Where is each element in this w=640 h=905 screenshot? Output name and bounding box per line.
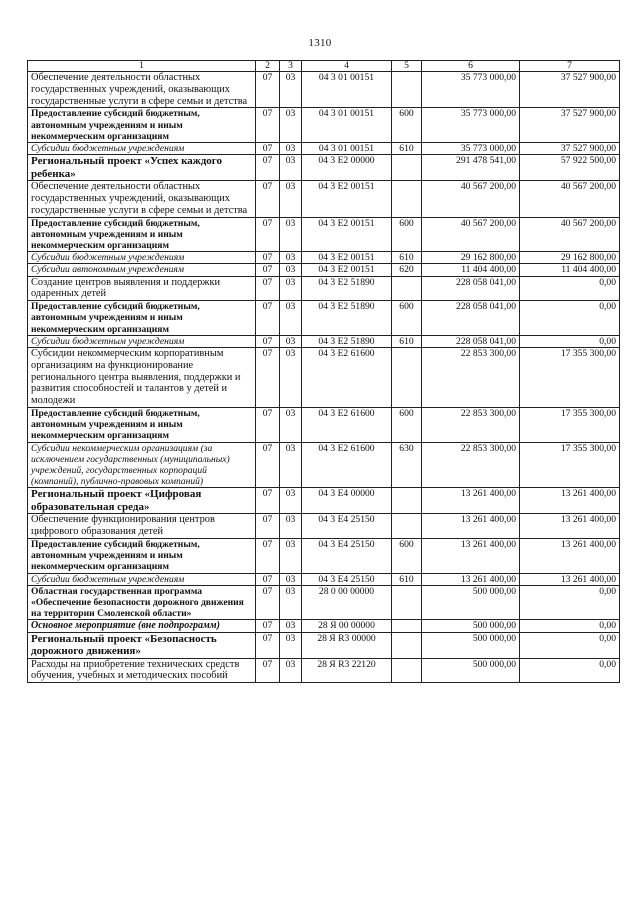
amount-year-1: 13 261 400,00 (422, 514, 520, 539)
amount-year-1: 13 261 400,00 (422, 488, 520, 514)
expense-type-code: 600 (392, 408, 422, 443)
target-article-code: 04 3 Е2 00151 (302, 252, 392, 264)
item-name: Расходы на приобретение технических средств обучения, учебных и методических пособий (28, 658, 256, 683)
expense-type-code (392, 181, 422, 217)
table-row (28, 252, 620, 264)
section-code: 07 (256, 620, 280, 632)
expense-type-code (392, 348, 422, 408)
item-name: Областная государственная программа «Обеспечение безопасности дорожного движения на территории Смоленской области» (28, 585, 256, 620)
section-code: 07 (256, 585, 280, 620)
amount-year-1: 40 567 200,00 (422, 181, 520, 217)
amount-year-1: 29 162 800,00 (422, 252, 520, 264)
target-article-code: 04 3 01 00151 (302, 143, 392, 155)
item-name: Предоставление субсидий бюджетным, автономным учреждениям и иным некоммерческим организациям (28, 217, 256, 252)
amount-year-1: 228 058 041,00 (422, 276, 520, 301)
section-code: 07 (256, 217, 280, 252)
section-code: 07 (256, 276, 280, 301)
amount-year-2: 0,00 (520, 658, 620, 683)
section-code: 07 (256, 348, 280, 408)
subsection-code: 03 (280, 335, 302, 347)
amount-year-1: 40 567 200,00 (422, 217, 520, 252)
table-row (28, 276, 620, 301)
amount-year-1: 22 853 300,00 (422, 348, 520, 408)
amount-year-2: 0,00 (520, 335, 620, 347)
subsection-code: 03 (280, 155, 302, 181)
amount-year-2: 37 527 900,00 (520, 72, 620, 108)
column-header: 7 (520, 61, 620, 72)
item-name: Предоставление субсидий бюджетным, автономным учреждениям и иным некоммерческим организациям (28, 301, 256, 336)
amount-year-1: 500 000,00 (422, 585, 520, 620)
table-row (28, 181, 620, 217)
table-row (28, 514, 620, 539)
expense-type-code (392, 155, 422, 181)
section-code: 07 (256, 108, 280, 143)
item-name: Субсидии некоммерческим корпоративным организациям на функционирование регионального центра выявления, поддержки и развития способностей и талантов у детей и молодежи (28, 348, 256, 408)
item-name: Основное мероприятие (вне подпрограмм) (28, 620, 256, 632)
table-row (28, 335, 620, 347)
item-name: Региональный проект «Успех каждого ребенка» (28, 155, 256, 181)
target-article-code: 04 3 Е4 25150 (302, 514, 392, 539)
table-row (28, 573, 620, 585)
expense-type-code (392, 632, 422, 658)
amount-year-1: 291 478 541,00 (422, 155, 520, 181)
target-article-code: 04 3 Е2 51890 (302, 335, 392, 347)
item-name: Субсидии автономным учреждениям (28, 264, 256, 276)
amount-year-1: 500 000,00 (422, 620, 520, 632)
subsection-code: 03 (280, 488, 302, 514)
item-name: Субсидии бюджетным учреждениям (28, 143, 256, 155)
subsection-code: 03 (280, 658, 302, 683)
expense-type-code: 600 (392, 539, 422, 574)
target-article-code: 04 3 Е2 00151 (302, 264, 392, 276)
expense-type-code (392, 514, 422, 539)
amount-year-1: 13 261 400,00 (422, 573, 520, 585)
subsection-code: 03 (280, 632, 302, 658)
table-row (28, 217, 620, 252)
amount-year-2: 57 922 500,00 (520, 155, 620, 181)
target-article-code: 04 3 Е2 61600 (302, 408, 392, 443)
page-number: 1310 (308, 37, 332, 49)
column-header: 2 (256, 61, 280, 72)
target-article-code: 28 Я R3 00000 (302, 632, 392, 658)
amount-year-2: 0,00 (520, 620, 620, 632)
target-article-code: 04 3 Е2 00151 (302, 181, 392, 217)
amount-year-1: 228 058 041,00 (422, 301, 520, 336)
expense-type-code: 600 (392, 108, 422, 143)
column-header: 6 (422, 61, 520, 72)
amount-year-2: 0,00 (520, 276, 620, 301)
item-name: Региональный проект «Цифровая образовательная среда» (28, 488, 256, 514)
amount-year-1: 13 261 400,00 (422, 539, 520, 574)
table-row (28, 348, 620, 408)
subsection-code: 03 (280, 408, 302, 443)
section-code: 07 (256, 143, 280, 155)
item-name: Субсидии некоммерческим организациям (за исключением государственных (муниципальных) учреждений, государственных корпораций (компаний), публично-правовых компаний) (28, 442, 256, 488)
amount-year-1: 11 404 400,00 (422, 264, 520, 276)
item-name: Предоставление субсидий бюджетным, автономным учреждениям и иным некоммерческим организациям (28, 539, 256, 574)
amount-year-2: 0,00 (520, 585, 620, 620)
target-article-code: 04 3 Е2 61600 (302, 442, 392, 488)
expense-type-code (392, 488, 422, 514)
section-code: 07 (256, 252, 280, 264)
expense-type-code: 630 (392, 442, 422, 488)
table-row (28, 72, 620, 108)
target-article-code: 04 3 01 00151 (302, 108, 392, 143)
table-row (28, 408, 620, 443)
expense-type-code: 620 (392, 264, 422, 276)
subsection-code: 03 (280, 108, 302, 143)
amount-year-2: 37 527 900,00 (520, 143, 620, 155)
amount-year-1: 35 773 000,00 (422, 143, 520, 155)
section-code: 07 (256, 573, 280, 585)
target-article-code: 28 Я R3 22120 (302, 658, 392, 683)
target-article-code: 04 3 Е2 00000 (302, 155, 392, 181)
budget-table-body (28, 72, 620, 683)
item-name: Субсидии бюджетным учреждениям (28, 252, 256, 264)
expense-type-code: 610 (392, 335, 422, 347)
subsection-code: 03 (280, 181, 302, 217)
section-code: 07 (256, 488, 280, 514)
amount-year-2: 40 567 200,00 (520, 217, 620, 252)
target-article-code: 04 3 Е4 00000 (302, 488, 392, 514)
section-code: 07 (256, 442, 280, 488)
expense-type-code (392, 620, 422, 632)
item-name: Субсидии бюджетным учреждениям (28, 335, 256, 347)
amount-year-1: 228 058 041,00 (422, 335, 520, 347)
amount-year-2: 0,00 (520, 632, 620, 658)
item-name: Обеспечение деятельности областных государственных учреждений, оказывающих государственные услуги в сфере семьи и детства (28, 181, 256, 217)
subsection-code: 03 (280, 264, 302, 276)
expense-type-code: 610 (392, 143, 422, 155)
amount-year-2: 17 355 300,00 (520, 408, 620, 443)
column-header: 1 (28, 61, 256, 72)
amount-year-1: 35 773 000,00 (422, 108, 520, 143)
amount-year-2: 0,00 (520, 301, 620, 336)
subsection-code: 03 (280, 539, 302, 574)
amount-year-2: 11 404 400,00 (520, 264, 620, 276)
expense-type-code (392, 658, 422, 683)
table-row (28, 143, 620, 155)
subsection-code: 03 (280, 442, 302, 488)
target-article-code: 04 3 01 00151 (302, 72, 392, 108)
amount-year-2: 13 261 400,00 (520, 539, 620, 574)
section-code: 07 (256, 408, 280, 443)
expense-type-code: 600 (392, 217, 422, 252)
expense-type-code (392, 585, 422, 620)
table-row (28, 658, 620, 683)
column-header: 4 (302, 61, 392, 72)
column-header: 3 (280, 61, 302, 72)
subsection-code: 03 (280, 276, 302, 301)
table-row (28, 155, 620, 181)
amount-year-2: 17 355 300,00 (520, 442, 620, 488)
column-header: 5 (392, 61, 422, 72)
amount-year-1: 35 773 000,00 (422, 72, 520, 108)
item-name: Региональный проект «Безопасность дорожного движения» (28, 632, 256, 658)
table-row (28, 488, 620, 514)
item-name: Предоставление субсидий бюджетным, автономным учреждениям и иным некоммерческим организациям (28, 108, 256, 143)
amount-year-2: 29 162 800,00 (520, 252, 620, 264)
table-row (28, 620, 620, 632)
amount-year-2: 40 567 200,00 (520, 181, 620, 217)
table-row (28, 632, 620, 658)
target-article-code: 04 3 Е4 25150 (302, 573, 392, 585)
section-code: 07 (256, 181, 280, 217)
target-article-code: 04 3 Е2 61600 (302, 348, 392, 408)
section-code: 07 (256, 632, 280, 658)
expense-type-code: 610 (392, 252, 422, 264)
item-name: Обеспечение функционирования центров цифрового образования детей (28, 514, 256, 539)
section-code: 07 (256, 658, 280, 683)
amount-year-1: 500 000,00 (422, 658, 520, 683)
section-code: 07 (256, 514, 280, 539)
item-name: Создание центров выявления и поддержки одаренных детей (28, 276, 256, 301)
column-number-row (28, 61, 620, 72)
target-article-code: 28 0 00 00000 (302, 585, 392, 620)
item-name: Предоставление субсидий бюджетным, автономным учреждениям и иным некоммерческим организациям (28, 408, 256, 443)
table-row (28, 108, 620, 143)
amount-year-2: 37 527 900,00 (520, 108, 620, 143)
subsection-code: 03 (280, 348, 302, 408)
subsection-code: 03 (280, 514, 302, 539)
section-code: 07 (256, 539, 280, 574)
subsection-code: 03 (280, 620, 302, 632)
amount-year-2: 17 355 300,00 (520, 348, 620, 408)
section-code: 07 (256, 72, 280, 108)
target-article-code: 28 Я 00 00000 (302, 620, 392, 632)
subsection-code: 03 (280, 301, 302, 336)
section-code: 07 (256, 155, 280, 181)
table-row (28, 264, 620, 276)
subsection-code: 03 (280, 573, 302, 585)
target-article-code: 04 3 Е4 25150 (302, 539, 392, 574)
table-row (28, 301, 620, 336)
subsection-code: 03 (280, 217, 302, 252)
budget-table (27, 60, 620, 683)
target-article-code: 04 3 Е2 51890 (302, 276, 392, 301)
expense-type-code: 600 (392, 301, 422, 336)
section-code: 07 (256, 301, 280, 336)
target-article-code: 04 3 Е2 51890 (302, 301, 392, 336)
amount-year-1: 22 853 300,00 (422, 408, 520, 443)
section-code: 07 (256, 335, 280, 347)
table-row (28, 585, 620, 620)
amount-year-2: 13 261 400,00 (520, 573, 620, 585)
subsection-code: 03 (280, 252, 302, 264)
subsection-code: 03 (280, 585, 302, 620)
amount-year-1: 22 853 300,00 (422, 442, 520, 488)
amount-year-2: 13 261 400,00 (520, 488, 620, 514)
amount-year-1: 500 000,00 (422, 632, 520, 658)
table-row (28, 442, 620, 488)
item-name: Обеспечение деятельности областных государственных учреждений, оказывающих государственные услуги в сфере семьи и детства (28, 72, 256, 108)
subsection-code: 03 (280, 143, 302, 155)
target-article-code: 04 3 Е2 00151 (302, 217, 392, 252)
subsection-code: 03 (280, 72, 302, 108)
amount-year-2: 13 261 400,00 (520, 514, 620, 539)
item-name: Субсидии бюджетным учреждениям (28, 573, 256, 585)
expense-type-code (392, 72, 422, 108)
expense-type-code (392, 276, 422, 301)
expense-type-code: 610 (392, 573, 422, 585)
table-row (28, 539, 620, 574)
section-code: 07 (256, 264, 280, 276)
